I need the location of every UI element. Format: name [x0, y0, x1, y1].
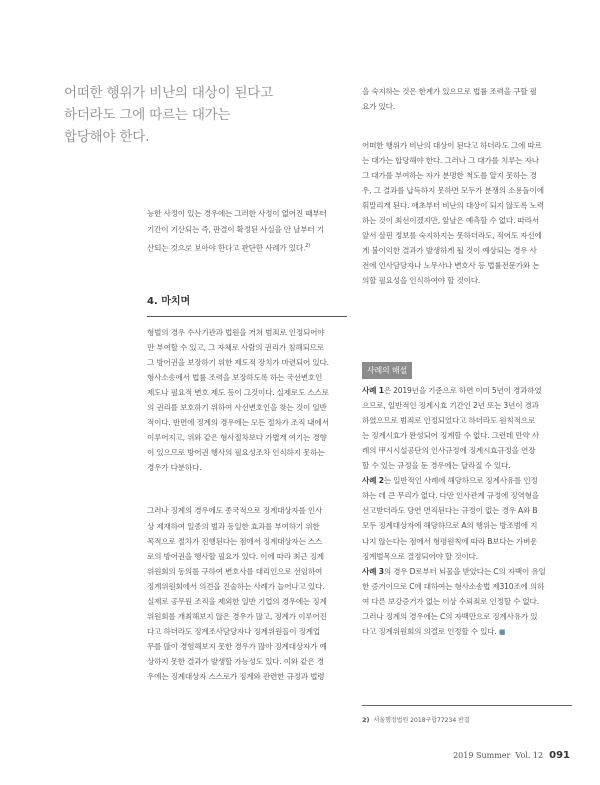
case-text: 의 경우 D로부터 뇌물을 받았다는 C의 자백이 유일 — [383, 566, 546, 576]
pull-quote-line: 어떠한 행위가 비난의 대상이 된다고 — [64, 85, 273, 101]
case-head: 사례 1 — [362, 386, 384, 396]
paragraph-1 — [147, 325, 347, 475]
text-line — [362, 624, 572, 640]
section-heading: 4. 마치며 — [147, 292, 347, 317]
text-line: 하였으므로 범죄로 인정되었다고 하더라도 원칙적으로 — [362, 416, 535, 426]
footnote-ref: 2) — [305, 243, 310, 249]
case-text: 은 2019년을 기준으로 하면 이미 5년이 경과하였 — [383, 386, 542, 396]
text-line: 상하지 못한 결과가 발생할 가능성도 있다. 이와 같은 경 — [147, 656, 324, 666]
footnote-number: 2) — [362, 716, 370, 724]
text-line: 휘말리게 된다. 애초부터 비난의 대상이 되지 않도록 노력 — [362, 201, 544, 211]
text-line: 하는 데 큰 무리가 없다. 다만 인사관계 규정에 징역형을 — [362, 491, 539, 501]
text-line: 선고받더라도 당연 면직된다는 규정이 없는 경우 A와 B — [362, 506, 538, 516]
text-line: 게 불이익한 결과가 발생하게 될 것이 예상되는 경우 사 — [362, 246, 537, 256]
page-footer — [453, 750, 570, 761]
text-line: 그 대가를 부여하는 자가 분명한 척도를 알지 못하는 경 — [362, 171, 537, 181]
text-line: 경우가 다분하다. — [147, 463, 202, 473]
text-line: 우, 그 결과를 납득하지 못하면 모두가 분쟁의 소용돌이에 — [362, 186, 544, 196]
text-line — [362, 473, 572, 488]
text-line: 기간이 기산되는 즉, 판결이 확정된 사실을 안 날부터 기 — [147, 225, 324, 234]
left-continuation-paragraph — [147, 206, 347, 257]
text-line: 형사소송에서 법률 조력을 보장하도록 하는 국선변호인 — [147, 373, 323, 383]
case-head: 사례 3 — [362, 566, 384, 576]
text-line: 을 숙지하는 것은 한계가 있으므로 법률 조력을 구할 필 — [362, 87, 537, 96]
text-line: 하는 것이 최선이겠지만, 앞날은 예측할 수 없다. 따라서 — [362, 216, 539, 226]
right-top-continuation — [362, 84, 572, 114]
text-line: 능한 사정이 있는 경우에는 그러한 사정이 없어진 때부터 — [147, 209, 327, 218]
text-line: 다고 하더라도 징계조사담당자나 징계위원들이 징계업 — [147, 626, 320, 636]
text-line: 실제로 공무원 조직을 제외한 일반 기업의 경우에는 징계 — [147, 596, 327, 606]
text-line: 모두 징계대상자에 해당하므로 A의 행위는 방조범에 지 — [362, 521, 538, 531]
pull-quote — [64, 82, 294, 148]
text-line: 이 있으므로 방어권 행사의 필요성조차 인식하지 못하는 — [147, 448, 325, 458]
text-line: 할 수 있는 규정을 둔 경우에는 달라질 수 있다. — [362, 461, 511, 471]
text-line: 적이다. 반면에 징계의 경우에는 모든 절차가 조직 내에서 — [147, 418, 329, 428]
page-number: 091 — [549, 750, 570, 761]
text-line: 로의 방어권을 행사할 필요가 있다. 이에 따라 최근 징계 — [147, 551, 324, 561]
text-line: 형벌의 경우 수사기관과 법원을 거쳐 범죄로 인정되어야 — [147, 328, 325, 337]
text-line: 는 징계시효가 완성되어 징계할 수 없다. 그런데 만약 사 — [362, 431, 539, 441]
footnote-text: 서울행정법원 2018구합77234 판결 — [373, 717, 470, 724]
text-line: 전에 인사담당자나 노무사나 변호사 등 법률전문가와 논 — [362, 261, 540, 271]
pull-quote-line: 합당해야 한다. — [64, 129, 150, 145]
text-line: 징계위원회에서 의견을 진술하는 사례가 늘어나고 있다. — [147, 581, 325, 591]
text-line: 앞서 살핀 정보를 숙지하지는 못하더라도, 적어도 자신에 — [362, 231, 542, 241]
right-conclusion-paragraph — [362, 138, 572, 288]
text-line: 목적으로 절차가 진행된다는 점에서 징계대상자는 스스 — [147, 536, 323, 546]
text-line — [362, 564, 572, 579]
text-line: 제도나 필요적 변호 제도 등이 그것이다. 실제로도 스스로 — [147, 388, 329, 398]
text-line: 우에는 징계대상자 스스로가 징계와 관련한 규정과 법령 — [147, 671, 325, 681]
text-line: 여 다른 보강증거가 없는 이상 수뢰죄로 인정할 수 없다. — [362, 596, 539, 606]
text-line — [147, 238, 347, 257]
text-line: 의할 필요성을 인식하여야 할 것이다. — [362, 276, 481, 286]
text-line: 만 부여할 수 있고, 그 자체로 사람의 권리가 침해되므로 — [147, 343, 324, 353]
end-mark-icon: ■ — [498, 627, 506, 636]
paragraph-2 — [147, 503, 347, 684]
text-line: 요가 있다. — [362, 102, 395, 112]
text-line: 의 권리를 보호하기 위하여 사선변호인을 찾는 것이 일반 — [147, 403, 327, 413]
text-line: 이루어지고, 위와 같은 형사절차보다 가볍게 여기는 경향 — [147, 433, 327, 443]
text-line: 위원회의 동의를 구하여 변호사를 대리인으로 선임하여 — [147, 566, 323, 576]
text-line: 나지 않는다는 점에서 형평원칙에 따라 B보다는 가벼운 — [362, 536, 538, 546]
case-text: 는 일반적인 사례에 해당하므로 징계사유를 인정 — [383, 476, 538, 486]
left-main-column — [147, 325, 347, 684]
text-line: 례의 甲시시설공단의 인사규정에 징계시효규정을 연장 — [362, 446, 536, 456]
text-line: 그 방어권을 보장하기 위한 제도적 장치가 마련되어 있다. — [147, 358, 329, 368]
text-line: 으므로, 일반적인 징계시효 기간인 2년 또는 3년이 경과 — [362, 401, 539, 411]
text-line: 그러나 징계의 경우에도 종국적으로 징계대상자를 인사 — [147, 506, 323, 516]
text-line: 는 대가는 합당해야 한다. 그러나 그 대가를 치루는 자나 — [362, 156, 539, 166]
case-head: 사례 2 — [362, 476, 384, 486]
issue-label: 2019 Summer Vol. 12 — [453, 751, 544, 760]
case-text: 다고 징계위원회의 의결로 인정할 수 있다. — [362, 626, 497, 636]
text-line: 그러나 징계의 경우에는 C의 자백만으로 징계사유가 있 — [362, 611, 538, 621]
case-review-section — [362, 362, 572, 640]
text-line: 한 증거이므로 C에 대하여는 형사소송법 제310조에 의하 — [362, 581, 545, 591]
text-line: 무를 많이 경험해보지 못한 경우가 많아 징계대상자가 예 — [147, 641, 327, 651]
text-line: 어떠한 행위가 비난의 대상이 된다고 하더라도 그에 따르 — [362, 141, 542, 150]
pull-quote-line: 하더라도 그에 따르는 대가는 — [64, 107, 231, 123]
text-line: 위원회를 개최해보지 않은 경우가 많고, 징계가 이루어진 — [147, 611, 327, 621]
text-line: 상 제재하여 일종의 벌과 동일한 효과를 부여하기 위한 — [147, 521, 320, 531]
text-line-content: 산되는 것으로 보아야 한다고 판단한 사례가 있다. — [147, 243, 306, 253]
footnote — [362, 705, 572, 724]
case-review-label: 사례의 해설 — [362, 362, 412, 379]
text-line: 징계벌목으로 결정되어야 할 것이다. — [362, 551, 478, 561]
text-line — [362, 383, 572, 398]
